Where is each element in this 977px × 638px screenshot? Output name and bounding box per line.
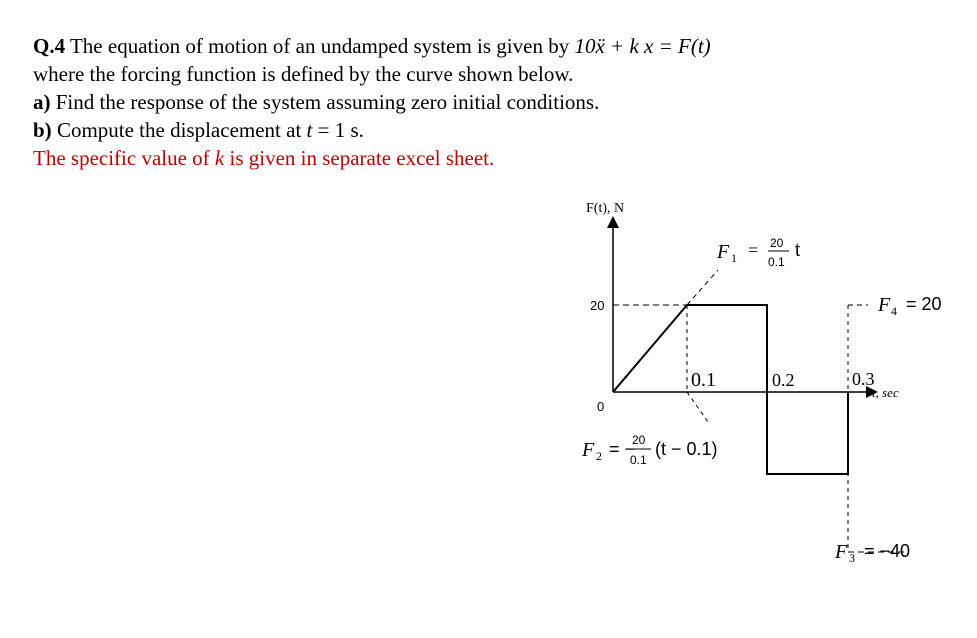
- x-tick-0-2: 0.2: [772, 370, 795, 390]
- f1-var: t: [795, 240, 801, 260]
- f3-lhs: F: [835, 541, 848, 563]
- f1-leader: [687, 270, 718, 305]
- f1-sub: 1: [731, 251, 737, 265]
- question-number: Q.4: [33, 34, 66, 58]
- part-a-label: a): [33, 90, 51, 114]
- question-line-2: where the forcing function is defined by the curve shown below.: [33, 62, 574, 86]
- question-stem: The equation of motion of an undamped system is given by: [69, 34, 570, 58]
- part-b-value: = 1 s.: [317, 118, 364, 142]
- f2-tail: (t − 0.1): [655, 439, 718, 459]
- x-tick-0-3: 0.3: [852, 369, 875, 389]
- note-prefix: The specific value of: [33, 146, 210, 170]
- f2-eq: = −: [609, 439, 636, 459]
- note-suffix: is given in separate excel sheet.: [229, 146, 495, 170]
- f2-lhs: F: [582, 439, 595, 461]
- y-tick-20: 20: [590, 298, 605, 313]
- part-a-text: Find the response of the system assuming zero initial conditions.: [55, 90, 600, 114]
- note-var: k: [214, 146, 225, 170]
- part-b-label: b): [33, 118, 52, 142]
- x-axis-label: t, sec: [872, 385, 899, 400]
- f1-den: 0.1: [768, 255, 785, 269]
- part-b-var: t: [306, 118, 313, 142]
- f4-rhs: = 20: [906, 294, 942, 314]
- part-b-text: Compute the displacement at: [56, 118, 302, 142]
- f3-sub: 3: [849, 551, 855, 565]
- f1-lhs: F: [717, 241, 730, 263]
- equation-of-motion: 10ẍ + k x = F(t): [574, 34, 711, 58]
- f4-lhs: F: [878, 294, 891, 316]
- f1-eq: =: [748, 240, 759, 260]
- f2-num: 20: [632, 433, 646, 447]
- x-tick-0-1: 0.1: [691, 369, 716, 391]
- f2-sub: 2: [596, 449, 602, 463]
- y-axis-label: F(t), N: [586, 201, 625, 216]
- f4-sub: 4: [891, 304, 897, 318]
- f2-leader: [687, 392, 708, 422]
- f2-den: 0.1: [630, 453, 647, 467]
- f3-rhs: = −40: [864, 541, 911, 561]
- f1-num: 20: [770, 236, 784, 250]
- y-tick-0: 0: [597, 399, 605, 414]
